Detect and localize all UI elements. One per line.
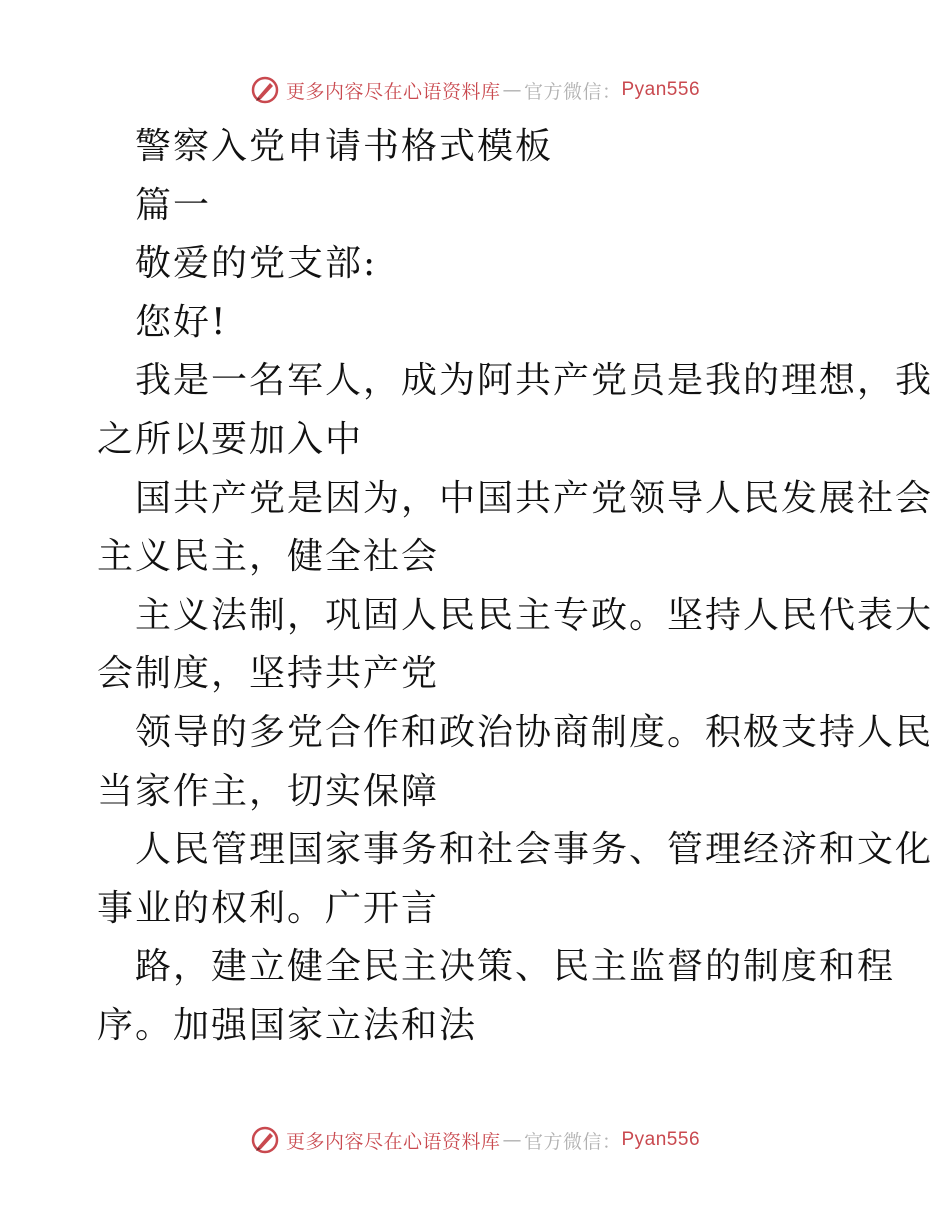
document-body <box>97 118 934 1056</box>
watermark-sub-text: 官方微信： <box>523 80 622 103</box>
greeting: 您好! <box>135 301 228 343</box>
pen-logo-icon <box>250 1125 280 1155</box>
watermark-wechat-id: Pyan556 <box>621 1129 701 1150</box>
watermark-dash: — <box>502 1129 522 1151</box>
body-line: 会制度，坚持共产党 <box>97 653 440 695</box>
body-line: 主义民主，健全社会 <box>97 536 440 578</box>
salutation: 敬爱的党支部: <box>135 243 378 285</box>
body-line: 主义法制，巩固人民民主专政。坚持人民代表大 <box>135 594 934 636</box>
watermark-dash: — <box>502 79 522 101</box>
body-line: 序。加强国家立法和法 <box>97 1004 478 1046</box>
body-line: 国共产党是因为，中国共产党领导人民发展社会 <box>135 477 934 519</box>
pen-logo-icon <box>250 75 280 105</box>
body-line: 路，建立健全民主决策、民主监督的制度和程 <box>135 946 896 988</box>
document-title: 警察入党申请书格式模板 <box>135 126 554 167</box>
body-line: 之所以要加入中 <box>97 418 364 460</box>
watermark-main-text: 更多内容尽在心语资料库 <box>285 80 501 103</box>
body-line: 人民管理国家事务和社会事务、管理经济和文化 <box>135 829 934 871</box>
header-watermark <box>0 72 950 108</box>
watermark-wechat-id: Pyan556 <box>621 79 701 100</box>
body-line: 领导的多党合作和政治协商制度。积极支持人民 <box>135 711 934 753</box>
watermark-main-text: 更多内容尽在心语资料库 <box>285 1130 501 1153</box>
section-heading: 篇一 <box>135 184 212 226</box>
watermark-sub-text: 官方微信： <box>523 1130 622 1153</box>
body-line: 我是一名军人，成为阿共产党员是我的理想，我 <box>135 360 934 402</box>
body-line: 事业的权利。广开言 <box>97 887 440 929</box>
footer-watermark <box>0 1122 950 1158</box>
body-line: 当家作主，切实保障 <box>97 770 440 812</box>
